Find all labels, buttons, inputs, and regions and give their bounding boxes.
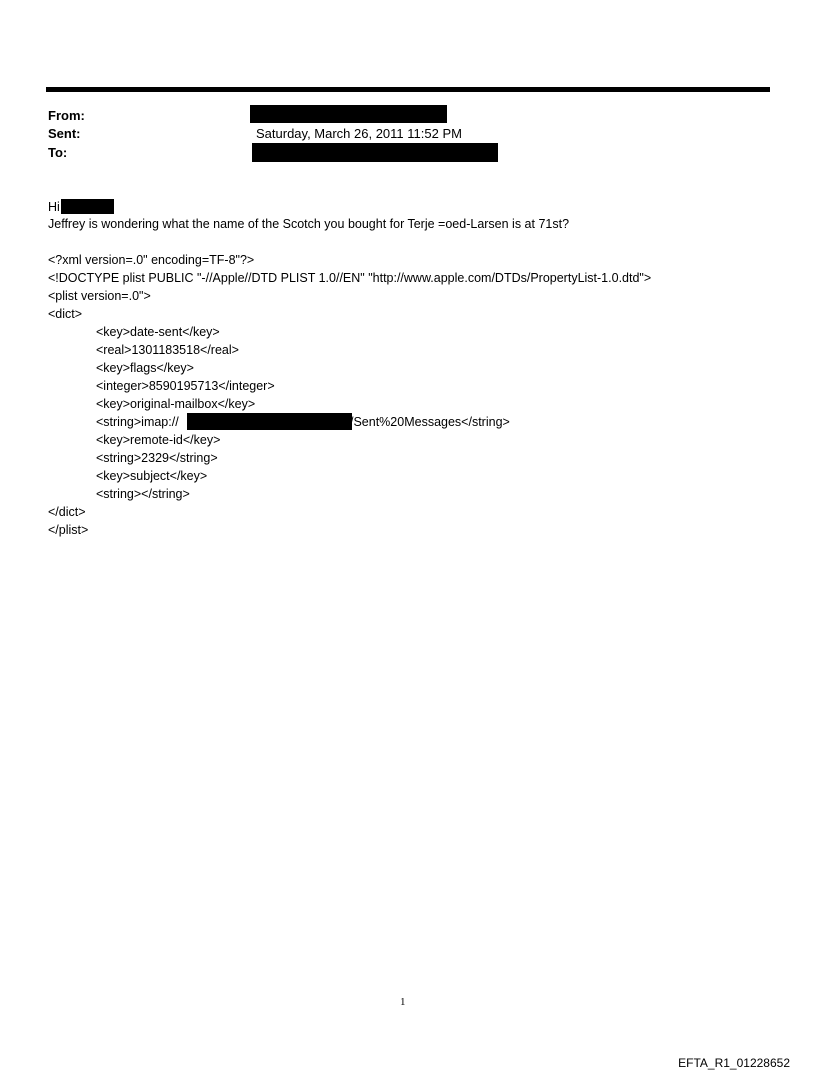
header-rule	[46, 87, 770, 92]
string-remote-id: <string>2329</string>	[96, 451, 218, 465]
doctype-line: <!DOCTYPE plist PUBLIC "-//Apple//DTD PLIST 1.0//EN" "http://www.apple.com/DTDs/PropertyList-1.0.dtd">	[48, 271, 652, 285]
to-label: To:	[48, 145, 68, 160]
dict-close: </dict>	[48, 505, 86, 519]
key-original-mailbox: <key>original-mailbox</key>	[96, 397, 256, 411]
sent-label: Sent:	[48, 126, 81, 141]
message-text: Jeffrey is wondering what the name of the Scotch you bought for Terje =oed-Larsen is at 71st?	[48, 217, 570, 231]
from-label: From:	[48, 108, 85, 123]
string-imap-prefix: <string>imap://	[96, 415, 179, 429]
page-number: 1	[400, 996, 406, 1008]
mailbox-redaction	[187, 413, 352, 430]
bates-id: EFTA_R1_01228652	[678, 1056, 790, 1070]
key-subject: <key>subject</key>	[96, 469, 208, 483]
plist-close: </plist>	[48, 523, 89, 537]
key-flags: <key>flags</key>	[96, 361, 194, 375]
plist-open: <plist version=.0">	[48, 289, 151, 303]
greeting-name-redaction	[61, 199, 114, 214]
to-redaction	[252, 143, 498, 162]
from-redaction	[250, 105, 447, 123]
string-imap-suffix: /Sent%20Messages</string>	[350, 415, 510, 429]
key-date-sent: <key>date-sent</key>	[96, 325, 220, 339]
string-subject: <string></string>	[96, 487, 190, 501]
real-value: <real>1301183518</real>	[96, 343, 239, 357]
integer-value: <integer>8590195713</integer>	[96, 379, 275, 393]
dict-open: <dict>	[48, 307, 83, 321]
key-remote-id: <key>remote-id</key>	[96, 433, 221, 447]
sent-value: Saturday, March 26, 2011 11:52 PM	[256, 126, 462, 141]
greeting: Hi	[48, 200, 60, 214]
xml-declaration: <?xml version=.0" encoding=TF-8"?>	[48, 253, 255, 267]
